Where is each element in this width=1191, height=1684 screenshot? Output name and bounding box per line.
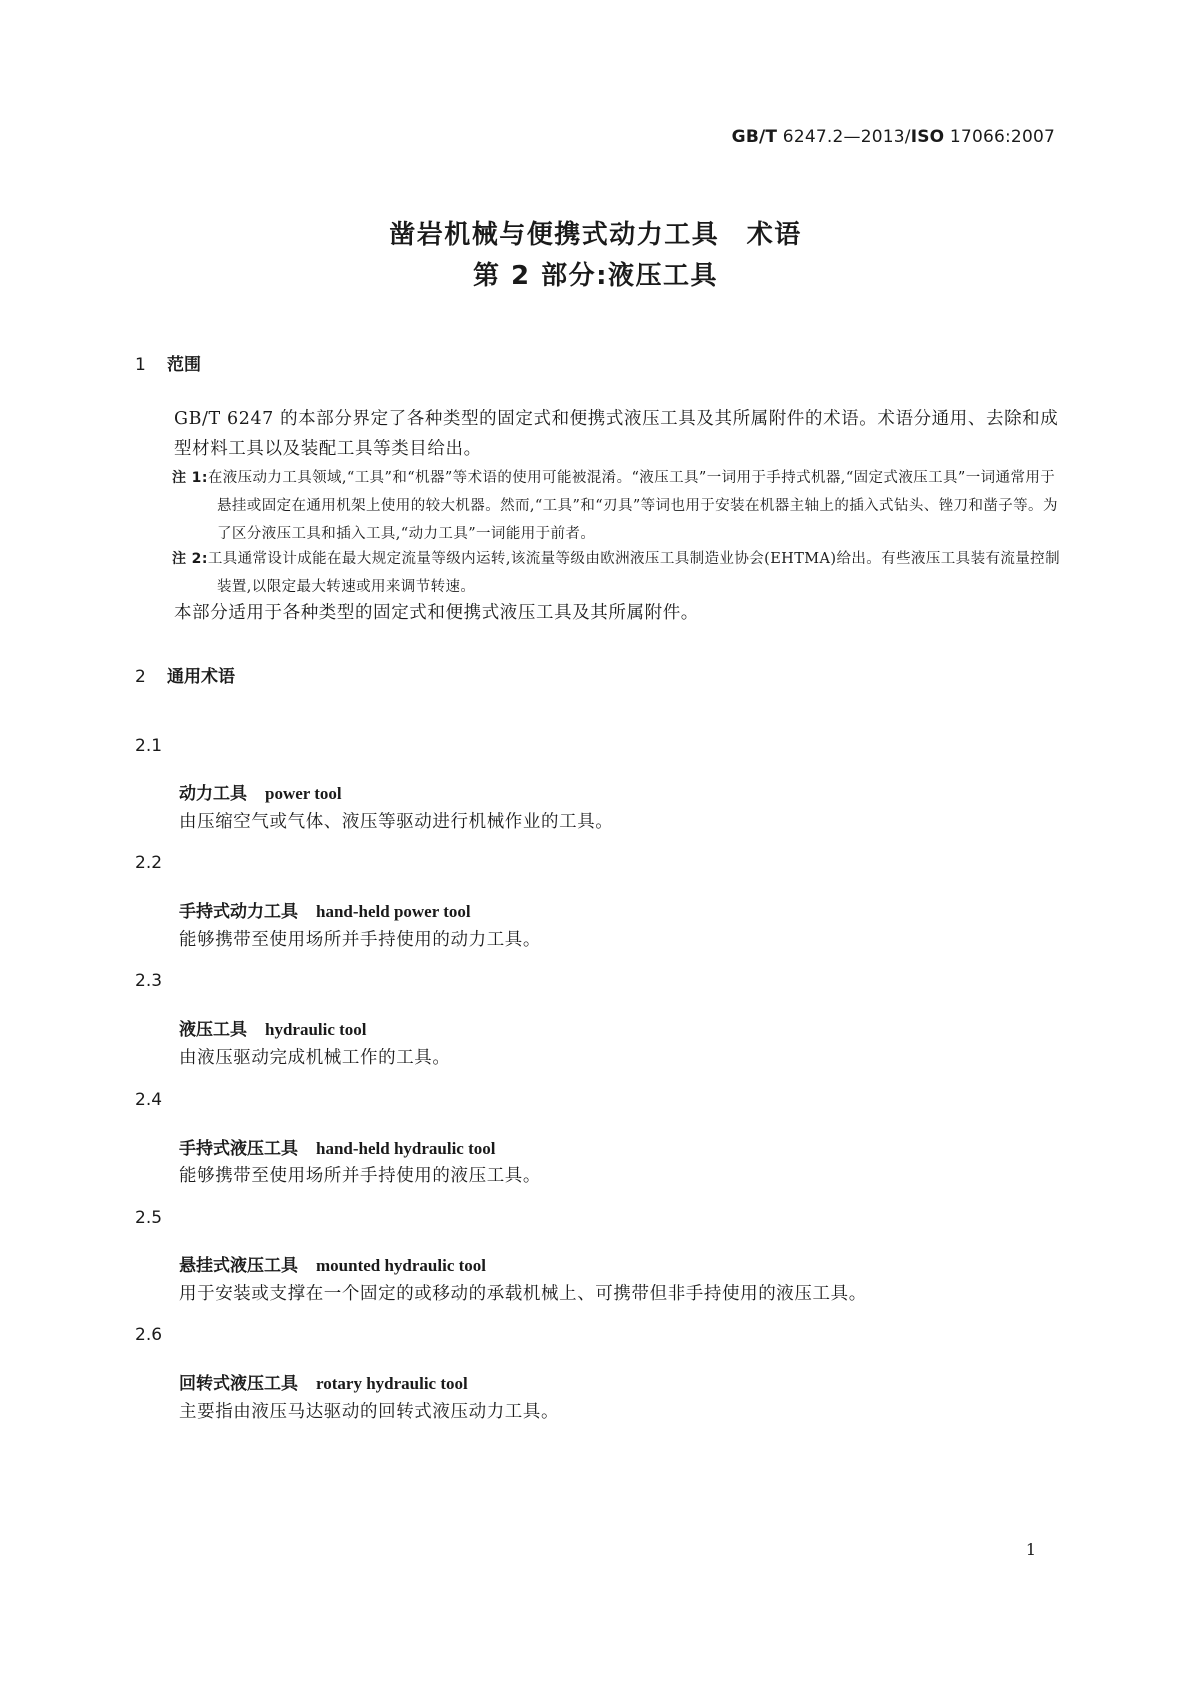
section-title: 通用术语 (167, 667, 235, 687)
note-label: 注 1: (172, 470, 208, 486)
term-number: 2.2 (135, 853, 163, 873)
document-subtitle: 第 2 部分:液压工具 (472, 261, 719, 291)
term-definition: 由压缩空气或气体、液压等驱动进行机械作业的工具。 (179, 812, 614, 832)
note-1 (172, 464, 1064, 548)
term-title (179, 1369, 468, 1394)
term-title (179, 1134, 496, 1159)
term-definition: 用于安装或支撑在一个固定的或移动的承载机械上、可携带但非手持使用的液压工具。 (179, 1284, 867, 1304)
section-number: 2 (135, 667, 146, 687)
term-en: hand-held hydraulic tool (316, 1139, 496, 1158)
section-number: 1 (135, 355, 146, 375)
term-number: 2.6 (135, 1325, 163, 1345)
term-zh: 悬挂式液压工具 (179, 1256, 298, 1276)
section-title: 范围 (167, 355, 201, 375)
term-en: hydraulic tool (265, 1020, 367, 1039)
term-title (179, 1251, 486, 1276)
document-title: 凿岩机械与便携式动力工具 术语 (389, 220, 802, 250)
term-en: mounted hydraulic tool (316, 1256, 487, 1275)
std-code-prefix: GB/T (731, 127, 778, 147)
term-title (179, 779, 342, 804)
term-number: 2.1 (135, 736, 163, 756)
scope-paragraph: GB/T 6247 的本部分界定了各种类型的固定式和便携式液压工具及其所属附件的术语。术语分通用、去除和成型材料工具以及装配工具等类目给出。 (174, 409, 1059, 459)
term-en: power tool (265, 784, 342, 803)
standard-code (732, 127, 1055, 147)
std-code-number: 6247.2—2013/ (777, 127, 911, 147)
term-en: rotary hydraulic tool (316, 1374, 468, 1393)
term-zh: 回转式液压工具 (179, 1374, 298, 1394)
applicability-paragraph: 本部分适用于各种类型的固定式和便携式液压工具及其所属附件。 (174, 603, 699, 623)
term-zh: 手持式液压工具 (179, 1139, 298, 1159)
section-1-heading (135, 350, 201, 375)
term-title (179, 1015, 367, 1040)
note-label: 注 2: (172, 551, 208, 567)
section-2-heading (135, 662, 235, 687)
term-definition: 由液压驱动完成机械工作的工具。 (179, 1048, 451, 1068)
term-definition: 主要指由液压马达驱动的回转式液压动力工具。 (179, 1402, 560, 1422)
page-number: 1 (1025, 1540, 1036, 1559)
std-code-iso-number: 17066:2007 (944, 127, 1055, 147)
note-text: 工具通常设计成能在最大规定流量等级内运转,该流量等级由欧洲液压工具制造业协会(EHTMA)给出。有些液压工具装有流量控制装置,以限定最大转速或用来调节转速。 (207, 551, 1060, 595)
term-en: hand-held power tool (316, 902, 471, 921)
term-zh: 液压工具 (179, 1020, 247, 1040)
note-text: 在液压动力工具领域,“工具”和“机器”等术语的使用可能被混淆。“液压工具”一词用于手持式机器,“固定式液压工具”一词通常用于悬挂或固定在通用机架上使用的较大机器。然而,“工具”和“刃具”等词也用于安装在机器主轴上的插入式钻头、锉刀和凿子等。为了区分液压工具和插入工具,“动力工具”一词能用于前者。 (207, 470, 1058, 542)
term-number: 2.3 (135, 971, 163, 991)
term-number: 2.4 (135, 1090, 163, 1110)
term-title (179, 897, 471, 922)
term-zh: 动力工具 (179, 784, 247, 804)
term-definition: 能够携带至使用场所并手持使用的液压工具。 (179, 1166, 541, 1186)
term-zh: 手持式动力工具 (179, 902, 298, 922)
term-number: 2.5 (135, 1208, 163, 1228)
std-code-iso: ISO (910, 127, 945, 147)
note-2 (172, 545, 1064, 601)
term-definition: 能够携带至使用场所并手持使用的动力工具。 (179, 930, 541, 950)
